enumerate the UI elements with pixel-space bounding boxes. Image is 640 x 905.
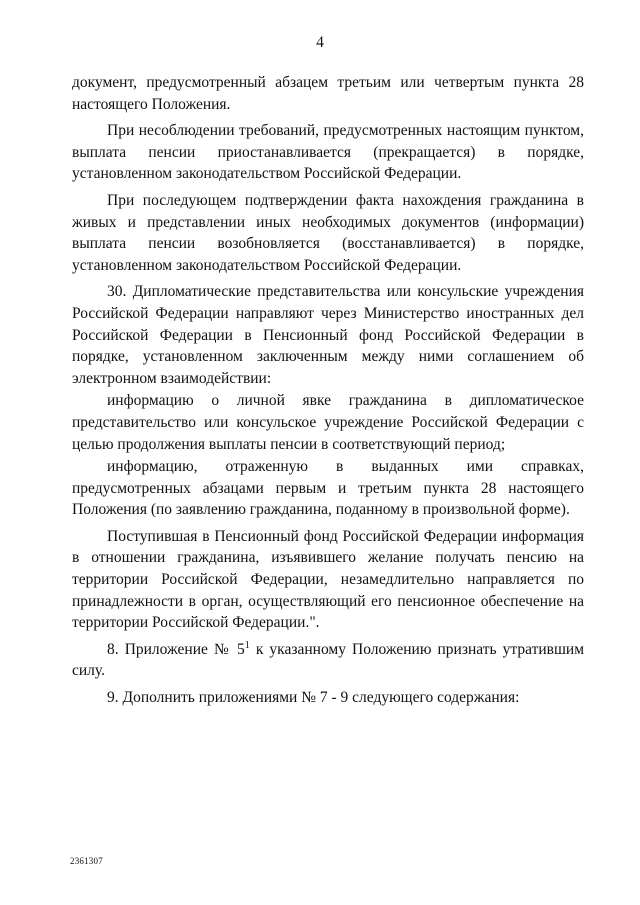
paragraph-item-8 xyxy=(72,639,584,682)
paragraph-resumption: При последующем подтверждении факта нахождения гражданина в живых и представлении иных необходимых документов (информации) выплата пенсии возобновляется (восстанавливается) в порядке, установленном законодательством Российской Федерации. xyxy=(72,191,584,274)
paragraph-certificates: информацию, отраженную в выданных ими справках, предусмотренных абзацами первым и третьим пункта 28 настоящего Положения (по заявлению гражданина, поданному в произвольной форме). xyxy=(72,458,584,519)
paragraph-personal-appearance: информацию о личной явке гражданина в дипломатическое представительство или консульское учреждение Российской Федерации с целью продолжения выплаты пенсии в соответствующий период; xyxy=(72,392,584,453)
document-code: 2361307 xyxy=(70,856,103,866)
item-8-text-start: 8. Приложение № 5 xyxy=(107,640,245,658)
item-8-superscript: 1 xyxy=(244,639,250,651)
paragraph-item-9: 9. Дополнить приложениями № 7 - 9 следующего содержания: xyxy=(107,689,520,707)
document-body xyxy=(72,72,584,714)
paragraph-continuation: документ, предусмотренный абзацем третьим или четвертым пункта 28 настоящего Положения. xyxy=(72,74,584,113)
page-number: 4 xyxy=(316,34,324,51)
item-8-text-end: к указанному Положению признать утратившим силу. xyxy=(72,640,585,680)
paragraph-suspension: При несоблюдении требований, предусмотренных настоящим пунктом, выплата пенсии приостанавливается (прекращается) в порядке, установленном законодательством Российской Федерации. xyxy=(72,122,584,183)
paragraph-item-30: 30. Дипломатические представительства или консульские учреждения Российской Федерации направляют через Министерство иностранных дел Российской Федерации в Пенсионный фонд Российской Федерации в порядке, установленном заключенным между ними соглашением об электронном взаимодействии: xyxy=(72,283,584,387)
paragraph-received-information: Поступившая в Пенсионный фонд Российской Федерации информация в отношении гражданина, изъявившего желание получать пенсию на территории Российской Федерации, незамедлительно направляется по принадлежности в орган, осуществляющий его пенсионное обеспечение на территории Российской Федерации.". xyxy=(72,527,584,632)
